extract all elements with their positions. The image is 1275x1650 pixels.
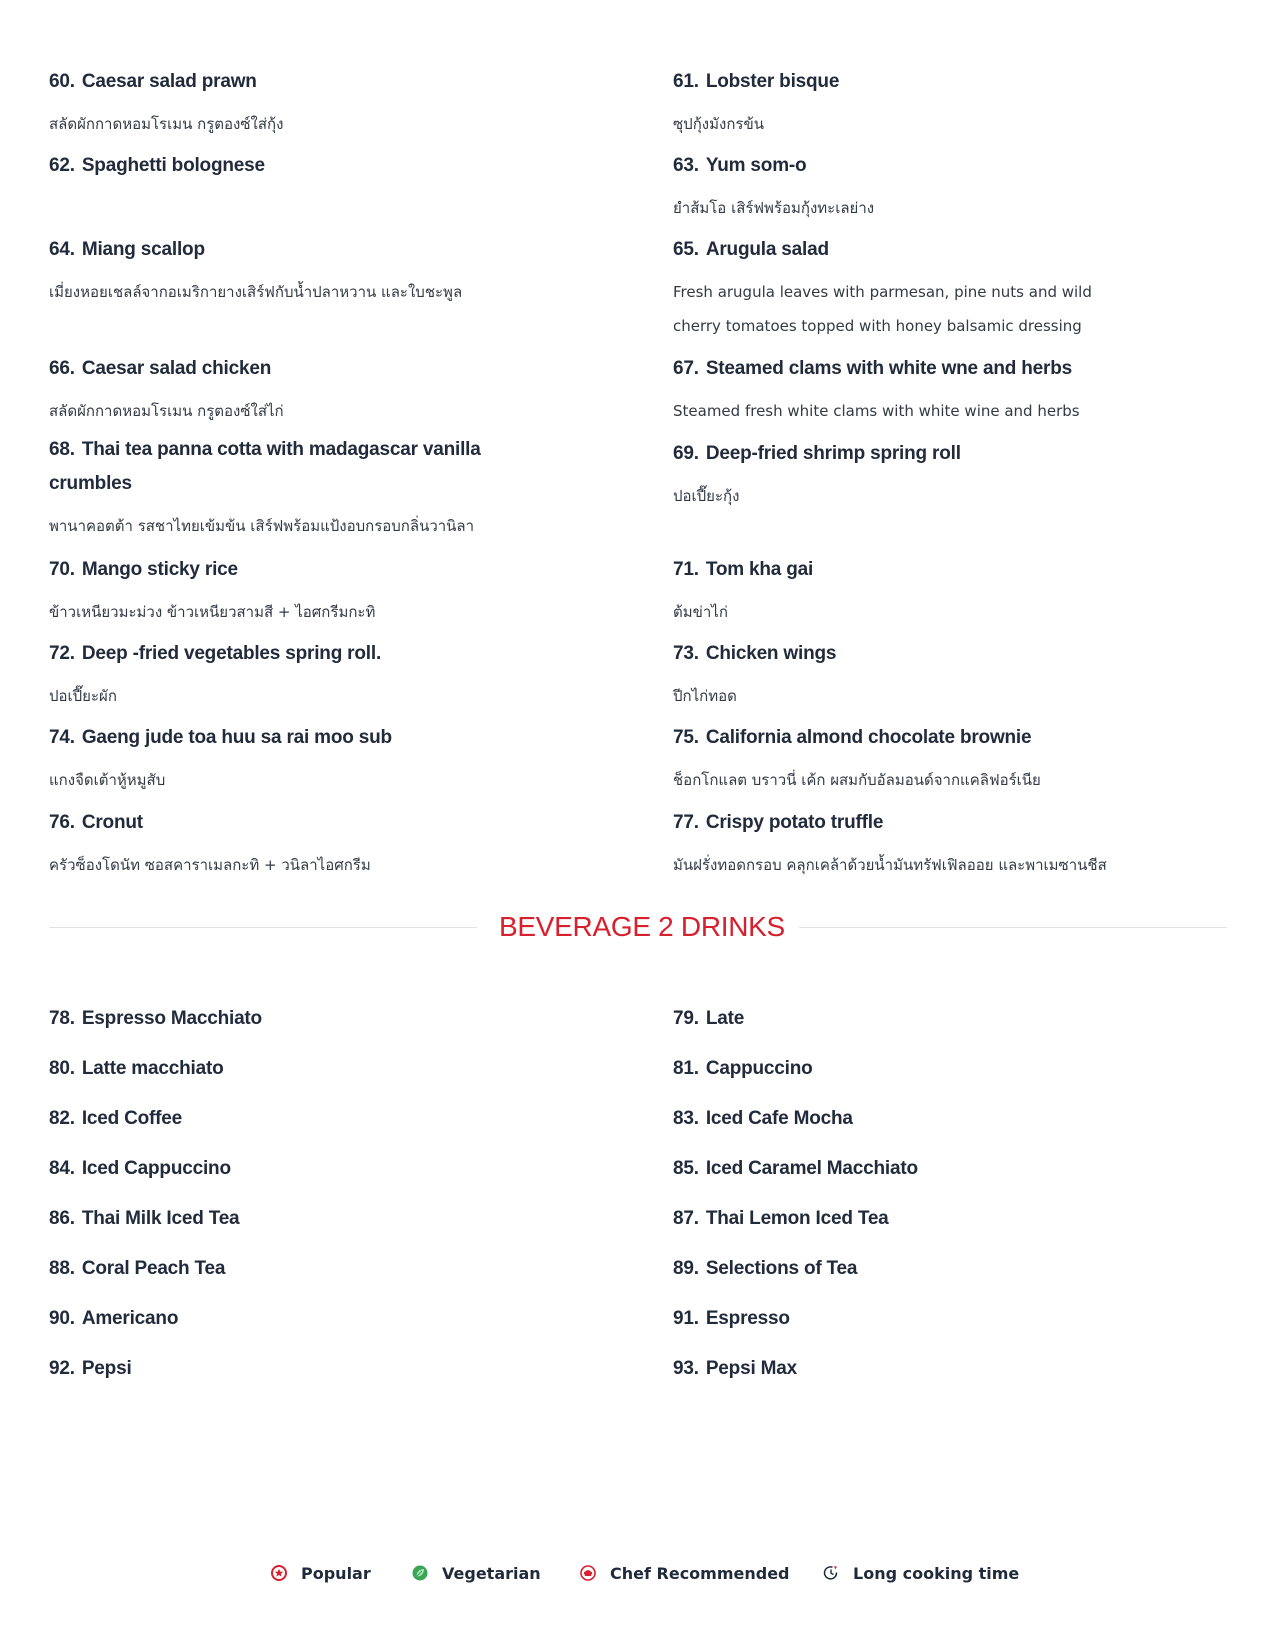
item-number: 70. bbox=[49, 559, 75, 580]
item-name: California almond chocolate brownie bbox=[705, 727, 1032, 748]
item-name: Deep-fried shrimp spring roll bbox=[705, 443, 961, 464]
legend-label: Long cooking time bbox=[853, 1563, 1020, 1583]
item-title bbox=[49, 806, 569, 840]
item-number: 62. bbox=[49, 155, 75, 176]
item-name: Miang scallop bbox=[81, 239, 205, 260]
item-title bbox=[673, 806, 1253, 840]
item-name: Mango sticky rice bbox=[81, 559, 238, 580]
legend-item-long-cooking-time bbox=[823, 1558, 1019, 1588]
item-name: Spaghetti bolognese bbox=[81, 155, 265, 176]
item-number: 84. bbox=[49, 1158, 75, 1179]
item-name: Late bbox=[705, 1008, 745, 1029]
item-number: 74. bbox=[49, 727, 75, 748]
item-number: 75. bbox=[673, 727, 699, 748]
item-number: 76. bbox=[49, 812, 75, 833]
item-name: Tom kha gai bbox=[705, 559, 814, 580]
item-description: มันฝรั่งทอดกรอบ คลุกเคล้าด้วยน้ำมันทรัฟเฟิลออย และพาเมซานชีส bbox=[673, 856, 1107, 874]
beverage-section-header bbox=[49, 907, 1227, 947]
item-number: 91. bbox=[673, 1308, 699, 1329]
item-name: Thai tea panna cotta with madagascar vanilla crumbles bbox=[49, 439, 481, 494]
item-name: Thai Milk Iced Tea bbox=[81, 1208, 240, 1229]
beverage-item bbox=[673, 1154, 918, 1184]
divider-line bbox=[49, 927, 477, 928]
beverage-item bbox=[673, 1304, 790, 1334]
item-number: 72. bbox=[49, 643, 75, 664]
item-number: 89. bbox=[673, 1258, 699, 1279]
menu-item bbox=[49, 352, 569, 428]
item-name: Selections of Tea bbox=[705, 1258, 858, 1279]
item-name: Espresso Macchiato bbox=[81, 1008, 262, 1029]
item-title bbox=[673, 637, 1193, 671]
item-description: พานาคอตต้า รสชาไทยเข้มข้น เสิร์ฟพร้อมแป้งอบกรอบกลิ่นวานิลา bbox=[49, 517, 475, 535]
menu-item bbox=[49, 65, 569, 141]
menu-item bbox=[49, 433, 489, 543]
item-description: Steamed fresh white clams with white wine and herbs bbox=[673, 402, 1080, 420]
item-description: ช็อกโกแลต บราวนี่ เค้ก ผสมกับอัลมอนด์จากแคลิฟอร์เนีย bbox=[673, 771, 1041, 789]
item-name: Iced Caramel Macchiato bbox=[705, 1158, 918, 1179]
item-number: 81. bbox=[673, 1058, 699, 1079]
item-description: เมี่ยงหอยเชลล์จากอเมริกายางเสิร์ฟกับน้ำปลาหวาน และใบชะพูล bbox=[49, 283, 463, 301]
item-name: Caesar salad chicken bbox=[81, 358, 272, 379]
item-name: Espresso bbox=[705, 1308, 790, 1329]
beverage-item bbox=[49, 1254, 225, 1284]
item-name: Chicken wings bbox=[705, 643, 837, 664]
item-title bbox=[673, 352, 1233, 386]
clock-icon bbox=[823, 1565, 839, 1581]
item-name: Deep -fried vegetables spring roll. bbox=[81, 643, 382, 664]
item-description: ปอเปี๊ยะผัก bbox=[49, 687, 117, 705]
menu-item bbox=[49, 806, 569, 882]
item-title bbox=[49, 65, 569, 99]
item-name: Lobster bisque bbox=[705, 71, 840, 92]
item-number: 66. bbox=[49, 358, 75, 379]
item-description: ปีกไก่ทอด bbox=[673, 687, 737, 705]
legend-item-chef-recommended bbox=[580, 1558, 790, 1588]
item-name: Iced Cafe Mocha bbox=[705, 1108, 853, 1129]
item-description: ครัวซ็องโดนัท ซอสคาราเมลกะทิ + วนิลาไอศกรีม bbox=[49, 856, 371, 874]
beverage-item bbox=[49, 1004, 262, 1034]
menu-item bbox=[673, 553, 1193, 629]
popular-star-icon bbox=[271, 1565, 287, 1581]
item-title bbox=[673, 65, 1193, 99]
item-number: 65. bbox=[673, 239, 699, 260]
item-number: 87. bbox=[673, 1208, 699, 1229]
item-number: 61. bbox=[673, 71, 699, 92]
item-title bbox=[49, 721, 569, 755]
legend-label: Vegetarian bbox=[442, 1563, 541, 1583]
beverage-item bbox=[49, 1154, 231, 1184]
item-title bbox=[673, 721, 1233, 755]
beverage-item bbox=[673, 1204, 889, 1234]
item-name: Cappuccino bbox=[705, 1058, 813, 1079]
menu-item bbox=[673, 352, 1233, 428]
menu-item bbox=[673, 233, 1123, 343]
beverage-item bbox=[49, 1104, 182, 1134]
legend-item-vegetarian bbox=[412, 1558, 541, 1588]
item-name: Thai Lemon Iced Tea bbox=[705, 1208, 889, 1229]
item-name: Steamed clams with white wne and herbs bbox=[705, 358, 1072, 379]
item-title bbox=[673, 437, 1193, 471]
menu-item bbox=[49, 149, 569, 191]
menu-item bbox=[673, 721, 1233, 797]
item-number: 67. bbox=[673, 358, 699, 379]
section-title: BEVERAGE 2 DRINKS bbox=[499, 911, 785, 942]
item-description: ข้าวเหนียวมะม่วง ข้าวเหนียวสามสี + ไอศกรีมกะทิ bbox=[49, 603, 376, 621]
item-title bbox=[49, 149, 569, 183]
item-number: 68. bbox=[49, 439, 75, 460]
item-number: 80. bbox=[49, 1058, 75, 1079]
item-number: 69. bbox=[673, 443, 699, 464]
item-number: 77. bbox=[673, 812, 699, 833]
menu-item bbox=[673, 806, 1253, 882]
beverage-item bbox=[49, 1304, 178, 1334]
beverage-item bbox=[49, 1204, 239, 1234]
item-description: ซุปกุ้งมังกรข้น bbox=[673, 115, 764, 133]
item-description: ต้มข่าไก่ bbox=[673, 603, 728, 621]
menu-item bbox=[673, 437, 1193, 513]
item-title bbox=[49, 233, 569, 267]
item-title bbox=[49, 637, 569, 671]
item-description: สลัดผักกาดหอมโรเมน กรูตองซ์ใส่กุ้ง bbox=[49, 115, 284, 133]
item-number: 60. bbox=[49, 71, 75, 92]
item-number: 82. bbox=[49, 1108, 75, 1129]
item-title bbox=[49, 352, 569, 386]
menu-item bbox=[49, 553, 569, 629]
item-name: Iced Coffee bbox=[81, 1108, 183, 1129]
item-title bbox=[49, 433, 489, 501]
beverage-item bbox=[49, 1354, 132, 1384]
item-title bbox=[673, 553, 1193, 587]
beverage-item bbox=[673, 1004, 744, 1034]
item-description: แกงจืดเต้าหู้หมูสับ bbox=[49, 771, 166, 789]
item-name: Yum som-o bbox=[705, 155, 807, 176]
item-description: Fresh arugula leaves with parmesan, pine nuts and wild cherry tomatoes topped with honey balsamic dressing bbox=[673, 283, 1092, 335]
item-number: 78. bbox=[49, 1008, 75, 1029]
beverage-item bbox=[49, 1054, 223, 1084]
item-name: Americano bbox=[81, 1308, 179, 1329]
item-number: 90. bbox=[49, 1308, 75, 1329]
chef-hat-icon bbox=[580, 1565, 596, 1581]
menu-item bbox=[49, 233, 569, 309]
leaf-icon bbox=[412, 1565, 428, 1581]
item-number: 73. bbox=[673, 643, 699, 664]
menu-item bbox=[673, 65, 1193, 141]
item-title bbox=[49, 553, 569, 587]
item-number: 63. bbox=[673, 155, 699, 176]
menu-item bbox=[49, 637, 569, 713]
item-description: สลัดผักกาดหอมโรเมน กรูตองซ์ใส่ไก่ bbox=[49, 402, 284, 420]
beverage-item bbox=[673, 1054, 813, 1084]
beverage-item bbox=[673, 1354, 797, 1384]
legend bbox=[0, 1558, 1275, 1588]
menu-item bbox=[49, 721, 569, 797]
legend-label: Chef Recommended bbox=[610, 1563, 790, 1583]
item-number: 64. bbox=[49, 239, 75, 260]
menu-item bbox=[673, 149, 1193, 225]
menu-item bbox=[673, 637, 1193, 713]
legend-label: Popular bbox=[301, 1563, 371, 1583]
item-name: Iced Cappuccino bbox=[81, 1158, 231, 1179]
item-number: 88. bbox=[49, 1258, 75, 1279]
item-number: 83. bbox=[673, 1108, 699, 1129]
item-name: Caesar salad prawn bbox=[81, 71, 257, 92]
item-title bbox=[673, 149, 1193, 183]
item-name: Crispy potato truffle bbox=[705, 812, 884, 833]
item-number: 93. bbox=[673, 1358, 699, 1379]
item-name: Latte macchiato bbox=[81, 1058, 224, 1079]
item-number: 92. bbox=[49, 1358, 75, 1379]
beverage-item bbox=[673, 1254, 857, 1284]
item-number: 79. bbox=[673, 1008, 699, 1029]
item-title bbox=[673, 233, 1123, 267]
item-number: 85. bbox=[673, 1158, 699, 1179]
beverage-item bbox=[673, 1104, 853, 1134]
item-name: Pepsi bbox=[81, 1358, 132, 1379]
divider-line bbox=[799, 927, 1227, 928]
item-number: 71. bbox=[673, 559, 699, 580]
item-name: Cronut bbox=[81, 812, 143, 833]
item-description: ยำส้มโอ เสิร์ฟพร้อมกุ้งทะเลย่าง bbox=[673, 199, 875, 217]
item-name: Pepsi Max bbox=[705, 1358, 797, 1379]
item-name: Gaeng jude toa huu sa rai moo sub bbox=[81, 727, 392, 748]
item-description: ปอเปี๊ยะกุ้ง bbox=[673, 487, 740, 505]
item-number: 86. bbox=[49, 1208, 75, 1229]
item-name: Arugula salad bbox=[705, 239, 829, 260]
item-name: Coral Peach Tea bbox=[81, 1258, 226, 1279]
legend-item-popular bbox=[271, 1558, 371, 1588]
